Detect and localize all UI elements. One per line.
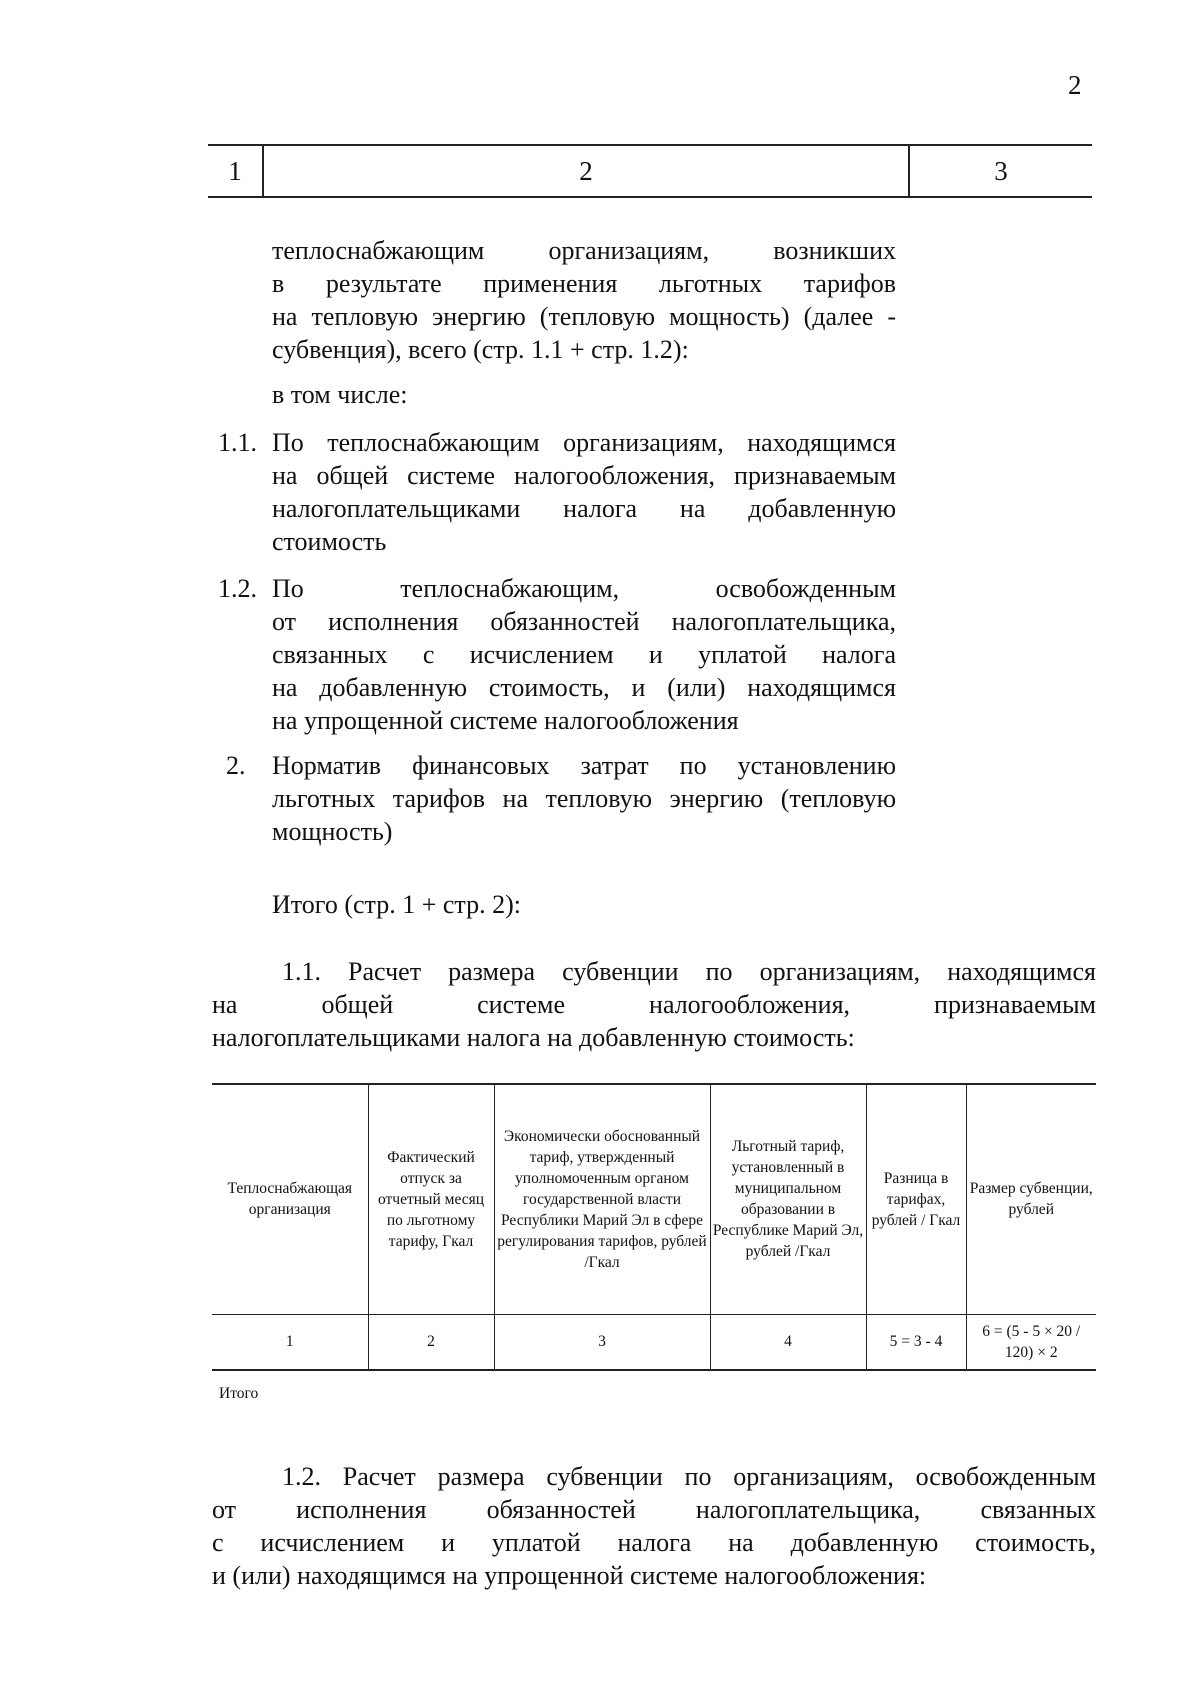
item-2-line: Норматив финансовых затрат по установлению: [272, 751, 896, 780]
table-row: [212, 1314, 1096, 1370]
section-1-2-line: от исполнения обязанностей налогоплательщика, связанных: [212, 1495, 1096, 1524]
intro-line: теплоснабжающим организациям, возникших: [272, 236, 896, 265]
section-1-1-line: налогоплательщиками налога на добавленную стоимость:: [212, 1023, 855, 1052]
table-header-cell: Фактический отпуск за отчетный месяц по льготному тарифу, Гкал: [368, 1084, 494, 1314]
header-col-3: 3: [994, 156, 1008, 186]
item-1-1-line: По теплоснабжающим организациям, находящимся: [272, 428, 896, 457]
table-header-cell: Разница в тарифах, рублей / Гкал: [866, 1084, 966, 1314]
table-number-cell: 2: [368, 1314, 494, 1370]
item-2-number: 2.: [226, 751, 246, 780]
item-1-2-line: По теплоснабжающим, освобожденным: [272, 574, 896, 603]
item-2-line: мощность): [272, 817, 393, 846]
item-1-2-line: от исполнения обязанностей налогоплательщика,: [272, 607, 896, 636]
header-col-1: 1: [208, 146, 264, 196]
table-number-cell: 6 = (5 - 5 × 20 / 120) × 2: [966, 1314, 1096, 1370]
total-line: Итого (стр. 1 + стр. 2):: [272, 890, 521, 919]
subvention-table: [212, 1083, 1096, 1371]
item-1-2-line: связанных с исчислением и уплатой налога: [272, 640, 896, 669]
section-1-2-line: 1.2. Расчет размера субвенции по организациям, освобожденным: [282, 1462, 1096, 1491]
table-number-cell: 3: [494, 1314, 710, 1370]
item-1-1-line: на общей системе налогообложения, признаваемым: [272, 461, 896, 490]
table-number-cell: 5 = 3 - 4: [866, 1314, 966, 1370]
item-1-2-text: [272, 572, 896, 737]
table-header-cell: Теплоснабжающая организация: [212, 1084, 368, 1314]
section-1-2-line: с исчислением и уплатой налога на добавленную стоимость,: [212, 1528, 1096, 1557]
section-1-1-line: 1.1. Расчет размера субвенции по организациям, находящимся: [282, 957, 1096, 986]
item-1-1-text: [272, 426, 896, 558]
item-1-1-line: стоимость: [272, 527, 387, 556]
table-number-cell: 4: [710, 1314, 866, 1370]
item-1-2-line: на добавленную стоимость, и (или) находящимся: [272, 673, 896, 702]
item-2-line: льготных тарифов на тепловую энергию (тепловую: [272, 784, 896, 813]
item-2-text: [272, 749, 896, 848]
page-number: 2: [1068, 70, 1082, 100]
intro-paragraph: [272, 234, 896, 366]
table-header-cell: Размер субвенции, рублей: [966, 1084, 1096, 1314]
table-header-row: [212, 1084, 1096, 1314]
table-number-cell: 1: [212, 1314, 368, 1370]
item-1-1-number: 1.1.: [218, 428, 257, 457]
intro-line: на тепловую энергию (тепловую мощность) (далее -: [272, 302, 896, 331]
table-header-cell: Экономически обоснованный тариф, утвержденный уполномоченным органом государственной власти Республики Марий Эл в сфере регулирования тарифов, рублей /Гкал: [494, 1084, 710, 1314]
table-header-cell: Льготный тариф, установленный в муниципальном образовании в Республике Марий Эл, рублей /Гкал: [710, 1084, 866, 1314]
column-number-header: [208, 144, 1092, 198]
intro-line: субвенция), всего (стр. 1.1 + стр. 1.2):: [272, 335, 689, 364]
section-1-2-heading: [212, 1460, 1096, 1592]
section-1-2-line: и (или) находящимся на упрощенной системе налогообложения:: [212, 1561, 927, 1590]
table-total-label: Итого: [219, 1385, 259, 1402]
section-1-1-line: на общей системе налогообложения, признаваемым: [212, 990, 1096, 1019]
in-that-number: в том числе:: [272, 380, 408, 409]
item-1-1-line: налогоплательщиками налога на добавленную: [272, 494, 896, 523]
item-1-2-number: 1.2.: [218, 574, 257, 603]
item-1-2-line: на упрощенной системе налогообложения: [272, 706, 739, 735]
section-1-1-heading: [212, 955, 1096, 1054]
header-col-2: 2: [264, 146, 910, 196]
intro-line: в результате применения льготных тарифов: [272, 269, 896, 298]
